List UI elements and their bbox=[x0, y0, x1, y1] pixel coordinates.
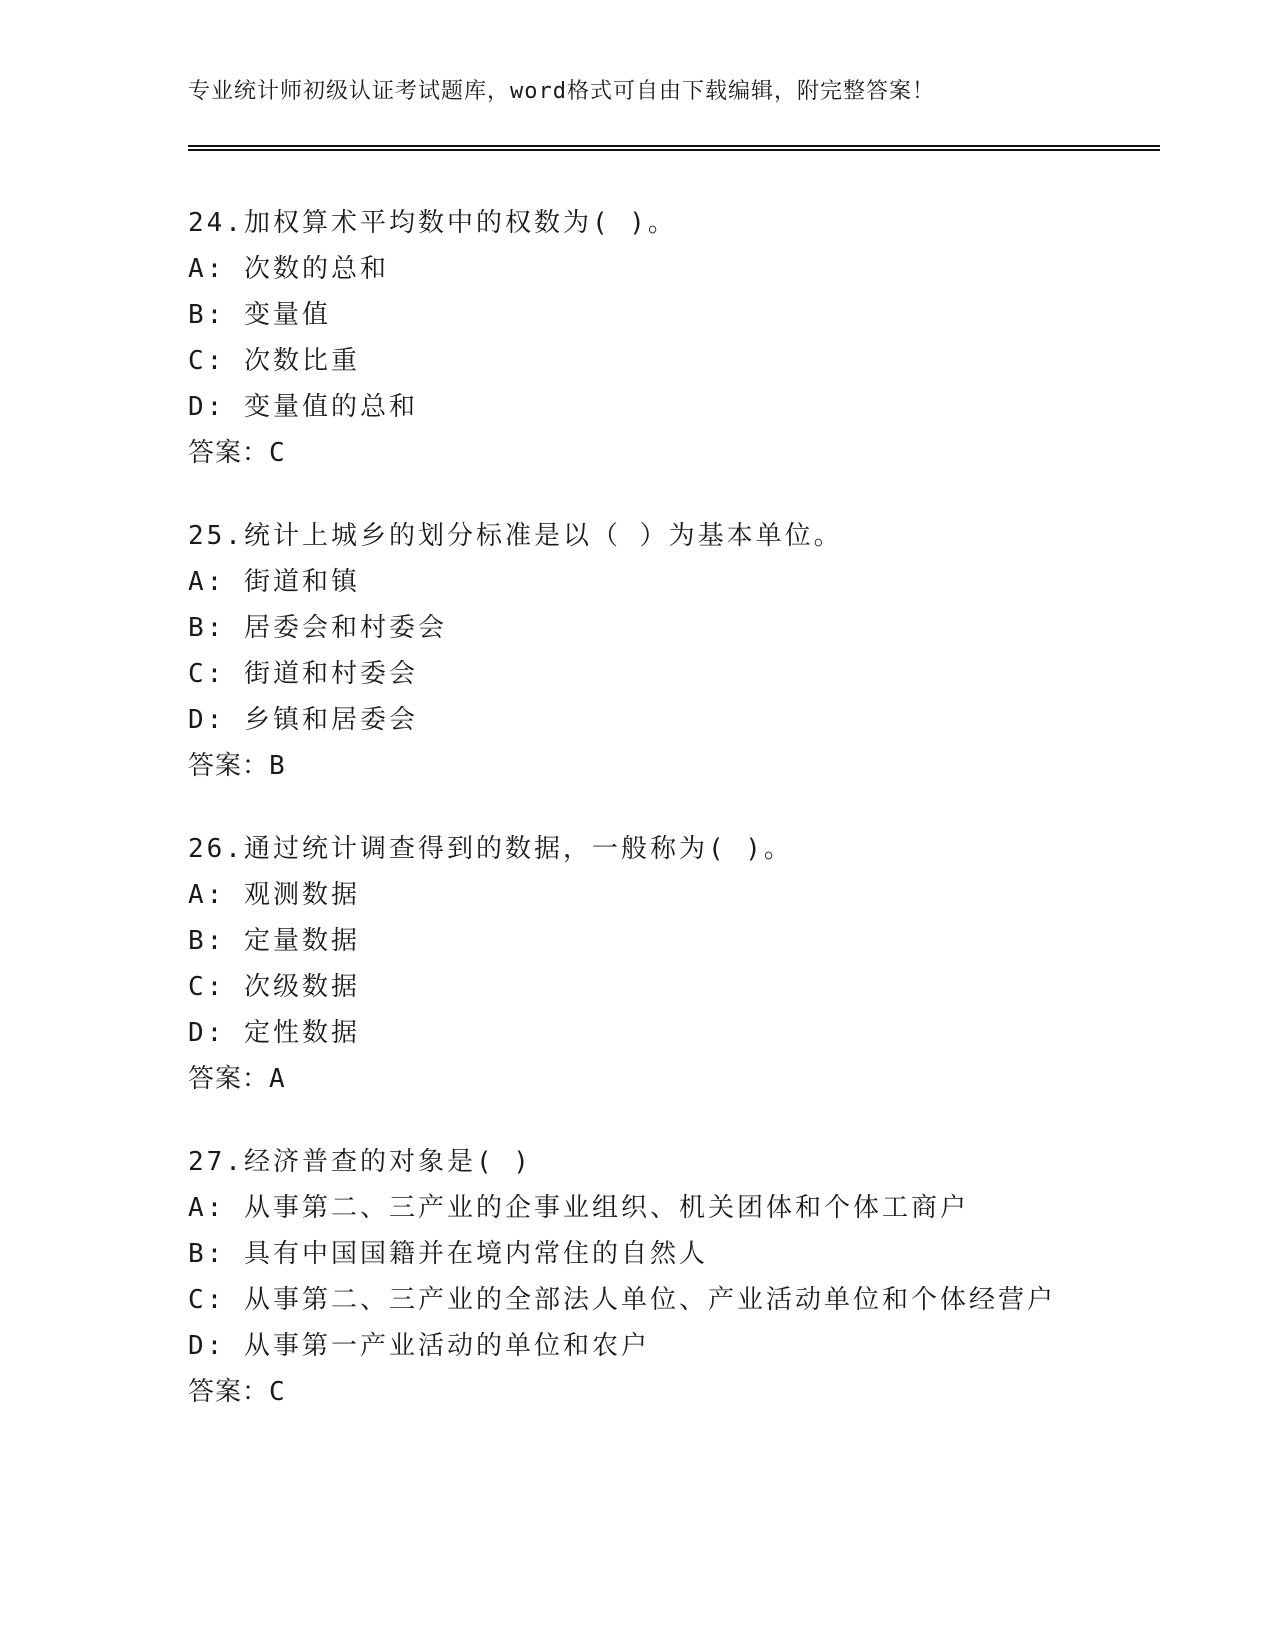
option-d: D: 变量值的总和 bbox=[188, 392, 418, 422]
answer-value: C bbox=[269, 1377, 286, 1407]
option-a: A: 观测数据 bbox=[188, 880, 360, 910]
question-24 bbox=[188, 200, 1168, 476]
option-a: A: 从事第二、三产业的企事业组织、机关团体和个体工商户 bbox=[188, 1193, 969, 1223]
page-header: 专业统计师初级认证考试题库，word格式可自由下载编辑，附完整答案！ bbox=[188, 79, 935, 104]
option-b: B: 居委会和村委会 bbox=[188, 613, 447, 643]
answer-label: 答案： bbox=[188, 1377, 270, 1407]
header-divider bbox=[188, 145, 1160, 151]
question-stem: 25.统计上城乡的划分标准是以（ ）为基本单位。 bbox=[188, 521, 843, 551]
question-25 bbox=[188, 513, 1168, 789]
question-stem: 24.加权算术平均数中的权数为( )。 bbox=[188, 208, 677, 238]
answer-label: 答案： bbox=[188, 751, 270, 781]
option-d: D: 从事第一产业活动的单位和农户 bbox=[188, 1331, 650, 1361]
option-a: A: 街道和镇 bbox=[188, 567, 360, 597]
option-d: D: 乡镇和居委会 bbox=[188, 705, 418, 735]
option-c: C: 街道和村委会 bbox=[188, 659, 418, 689]
answer-label: 答案： bbox=[188, 438, 270, 468]
option-b: B: 具有中国国籍并在境内常住的自然人 bbox=[188, 1239, 708, 1269]
question-list bbox=[188, 200, 1168, 1452]
answer-line bbox=[188, 1369, 1168, 1415]
answer-line bbox=[188, 743, 1168, 789]
option-c: C: 次级数据 bbox=[188, 972, 360, 1002]
option-c: C: 次数比重 bbox=[188, 346, 360, 376]
question-26 bbox=[188, 826, 1168, 1102]
option-b: B: 变量值 bbox=[188, 300, 331, 330]
answer-value: A bbox=[269, 1064, 286, 1094]
answer-line bbox=[188, 1056, 1168, 1102]
option-d: D: 定性数据 bbox=[188, 1018, 360, 1048]
answer-value: B bbox=[269, 751, 286, 781]
answer-line bbox=[188, 430, 1168, 476]
question-27 bbox=[188, 1139, 1168, 1415]
question-stem: 26.通过统计调查得到的数据，一般称为( )。 bbox=[188, 834, 793, 864]
option-c: C: 从事第二、三产业的全部法人单位、产业活动单位和个体经营户 bbox=[188, 1285, 1056, 1315]
option-a: A: 次数的总和 bbox=[188, 254, 389, 284]
answer-value: C bbox=[269, 438, 286, 468]
question-stem: 27.经济普查的对象是( ) bbox=[188, 1147, 532, 1177]
option-b: B: 定量数据 bbox=[188, 926, 360, 956]
answer-label: 答案： bbox=[188, 1064, 270, 1094]
